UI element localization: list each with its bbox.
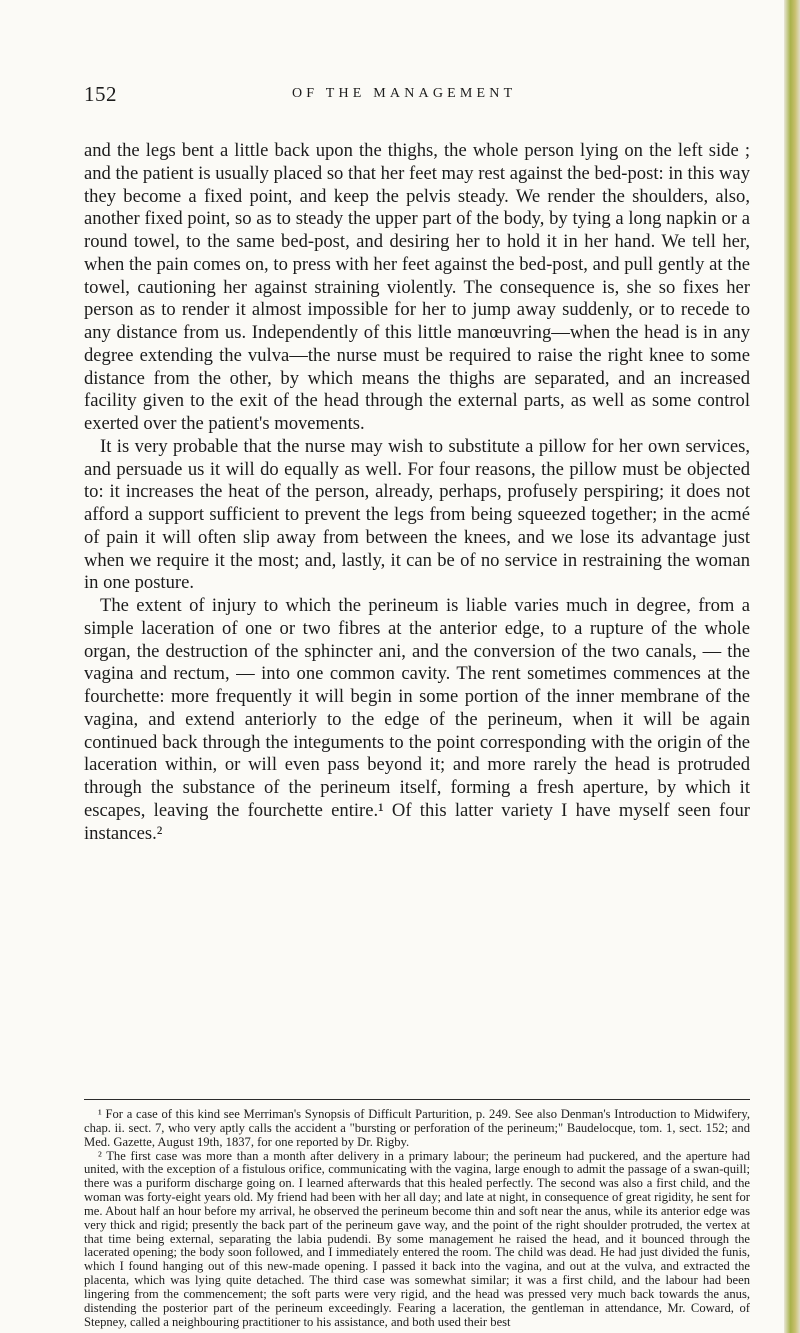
page-header <box>84 82 744 112</box>
paragraph-3: The extent of injury to which the perineum is liable varies much in degree, from a simple laceration of one or two fibres at the anterior edge, to a rupture of the whole organ, the destruction of the sphincter ani, and the conversion of the two canals, — the vagina and rectum, — into one common cavity. The rent sometimes commences at the fourchette: more frequently it will begin in some portion of the inner membrane of the vagina, and extend anteriorly to the edge of the perineum, when it will be again continued back through the integuments to the point corresponding with the origin of the laceration within, or will even pass beyond it; and more rarely the head is protruded through the substance of the perineum itself, forming a fresh aperture, by which it escapes, leaving the fourchette entire.¹ Of this latter variety I have myself seen four instances.² <box>84 595 750 844</box>
footnote-1: ¹ For a case of this kind see Merriman's Synopsis of Difficult Parturition, p. 249. See also Denman's Introduction to Midwifery, chap. ii. sect. 7, who very aptly calls the accident a "bursting or perforation of the perineum;" Baudelocque, tom. 1, sect. 152; and Med. Gazette, August 19th, 1837, for one reported by Dr. Rigby. <box>84 1107 750 1149</box>
page-number: 152 <box>84 82 117 106</box>
footnotes <box>84 1108 750 1330</box>
footnote-2: ² The first case was more than a month after delivery in a primary labour; the perineum had puckered, and the aperture had united, with the exception of a fistulous orifice, communicating with the vagina, large enough to admit the passage of a swan-quill; there was a puriform discharge going on. I learned afterwards that this healed perfectly. The second was also a first child, and the woman was forty-eight years old. My friend had been with her all day; and late at night, in consequence of great rigidity, he sent for me. About half an hour before my arrival, he observed the perineum become thin and soft near the anus, while its anterior edge was very thick and rigid; presently the back part of the perineum gave way, and the point of the right shoulder protruded, the vertex at that time being external, separating the labia pudendi. By some management he raised the head, and it bounced through the lacerated opening; the body soon followed, and I immediately entered the room. The child was dead. He had just divided the funis, which I found hanging out of this new-made opening. I passed it back into the vagina, and out at the vulva, and extracted the placenta, which was lying quite detached. The third case was somewhat similar; it was a first child, and the labour had been lingering from the commencement; the soft parts were very rigid, and the head was pressed very much back towards the anus, distending the posterior part of the perineum exceedingly. Fearing a laceration, the gentleman in attendance, Mr. Coward, of Stepney, called a neighbouring practitioner to his assistance, and both used their best <box>84 1148 750 1329</box>
paragraph-1: and the legs bent a little back upon the thighs, the whole person lying on the left side ; and the patient is usually placed so that her feet may rest against the bed-post: in this way they become a fixed point, and keep the pelvis steady. We render the shoulders, also, another fixed point, so as to steady the upper part of the body, by tying a long napkin or a round towel, to the same bed-post, and desiring her to hold it in her hand. We tell her, when the pain comes on, to press with her feet against the bed-post, and pull gently at the towel, cautioning her against straining violently. The consequence is, she so fixes her person as to render it almost impossible for her to jump away suddenly, or to recede to any distance from us. Independently of this little manœuvring—when the head is in any degree extending the vulva—the nurse must be required to raise the right knee to some distance from the other, by which means the thighs are separated, and an increased facility given to the exit of the head through the external parts, as well as some control exerted over the patient's movements. <box>84 140 750 434</box>
footnote-divider <box>84 1099 750 1100</box>
page-edge-discoloration <box>784 0 800 1333</box>
running-head: OF THE MANAGEMENT <box>292 86 517 101</box>
paragraph-2: It is very probable that the nurse may wish to substitute a pillow for her own services, and persuade us it will do equally as well. For four reasons, the pillow must be objected to: it increases the heat of the person, already, perhaps, profusely perspiring; it does not afford a support sufficient to prevent the legs from being squeezed together; in the acmé of pain it will often slip away from between the knees, and we lose its advantage just when we require it the most; and, lastly, it can be of no service in restraining the woman in one posture. <box>84 435 750 594</box>
main-text <box>84 140 750 845</box>
